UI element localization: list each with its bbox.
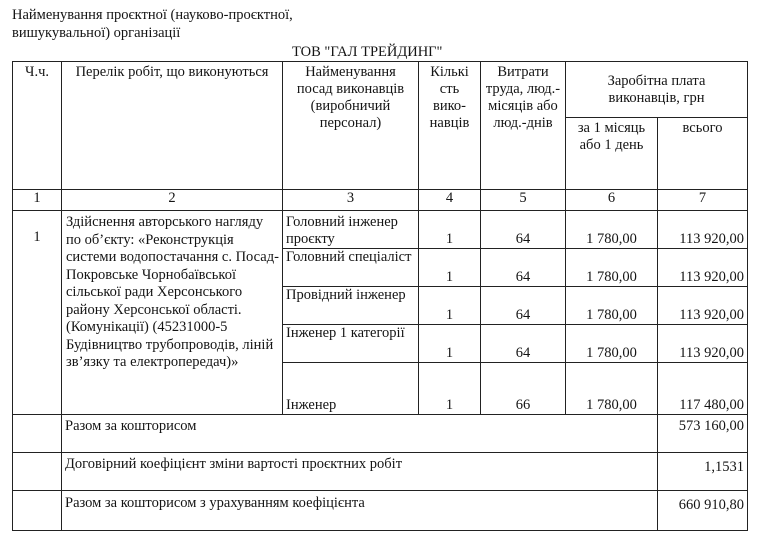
salary-rate: 1 780,00 bbox=[566, 325, 658, 363]
column-number: 5 bbox=[481, 190, 566, 211]
header-salary-rate: за 1 місяць або 1 день bbox=[566, 118, 658, 190]
header-work-list: Перелік робіт, що виконуються bbox=[62, 62, 283, 190]
total-value: 660 910,80 bbox=[658, 491, 748, 531]
salary-total: 113 920,00 bbox=[658, 325, 748, 363]
salary-rate: 1 780,00 bbox=[566, 211, 658, 249]
subtotal-label: Разом за кошторисом bbox=[62, 415, 658, 453]
coefficient-row bbox=[13, 453, 748, 491]
row-number: 1 bbox=[13, 211, 62, 415]
salary-total: 113 920,00 bbox=[658, 211, 748, 249]
executor-count: 1 bbox=[419, 287, 481, 325]
position-name: Головний інженер проєкту bbox=[283, 211, 419, 249]
header-labor-cost: Витрати труда, люд.-місяців або люд.-днів bbox=[481, 62, 566, 190]
column-number: 6 bbox=[566, 190, 658, 211]
executor-count: 1 bbox=[419, 249, 481, 287]
column-number-row bbox=[13, 190, 748, 211]
salary-total: 113 920,00 bbox=[658, 287, 748, 325]
executor-count: 1 bbox=[419, 325, 481, 363]
header-salary-total: всього bbox=[658, 118, 748, 190]
position-name: Інженер 1 категорії bbox=[283, 325, 419, 363]
labor-cost: 66 bbox=[481, 363, 566, 415]
column-number: 1 bbox=[13, 190, 62, 211]
position-name: Провідний інженер bbox=[283, 287, 419, 325]
table-row bbox=[13, 211, 748, 249]
column-number: 4 bbox=[419, 190, 481, 211]
header-salary: Заробітна плата виконавців, грн bbox=[566, 62, 748, 118]
salary-rate: 1 780,00 bbox=[566, 363, 658, 415]
salary-total: 113 920,00 bbox=[658, 249, 748, 287]
column-number: 3 bbox=[283, 190, 419, 211]
executor-count: 1 bbox=[419, 211, 481, 249]
labor-cost: 64 bbox=[481, 287, 566, 325]
header-item-number: Ч.ч. bbox=[13, 62, 62, 190]
empty-cell bbox=[13, 415, 62, 453]
labor-cost: 64 bbox=[481, 325, 566, 363]
header-row-top bbox=[13, 62, 748, 118]
subtotal-row bbox=[13, 415, 748, 453]
position-name: Інженер bbox=[283, 363, 419, 415]
labor-cost: 64 bbox=[481, 249, 566, 287]
empty-cell bbox=[13, 491, 62, 531]
organization-name: ТОВ "ГАЛ ТРЕЙДИНГ" bbox=[292, 44, 443, 60]
position-name: Головний спеціаліст bbox=[283, 249, 419, 287]
executor-count: 1 bbox=[419, 363, 481, 415]
header-executor-count: Кількі сть вико-навців bbox=[419, 62, 481, 190]
cost-estimate-table bbox=[12, 61, 748, 531]
header-positions: Найменування посад виконавців (виробничий персонал) bbox=[283, 62, 419, 190]
labor-cost: 64 bbox=[481, 211, 566, 249]
organization-label: Найменування проєктної (науково-проєктної, вишукувальної) організації bbox=[12, 7, 293, 41]
work-description: Здійснення авторського нагляду по об’єкту: «Реконструкція системи водопостачання с. Посад-Покровське Чорнобаївської сільської ради Херсонського району Херсонської області. (Комунікації) (45231000-5 Будівництво трубопроводів, ліній зв’язку та електропередач)» bbox=[62, 211, 283, 415]
coefficient-value: 1,1531 bbox=[658, 453, 748, 491]
coefficient-label: Договірний коефіцієнт зміни вартості проєктних робіт bbox=[62, 453, 658, 491]
salary-rate: 1 780,00 bbox=[566, 287, 658, 325]
salary-total: 117 480,00 bbox=[658, 363, 748, 415]
empty-cell bbox=[13, 453, 62, 491]
subtotal-value: 573 160,00 bbox=[658, 415, 748, 453]
column-number: 7 bbox=[658, 190, 748, 211]
total-row bbox=[13, 491, 748, 531]
salary-rate: 1 780,00 bbox=[566, 249, 658, 287]
column-number: 2 bbox=[62, 190, 283, 211]
total-label: Разом за кошторисом з урахуванням коефіцієнта bbox=[62, 491, 658, 531]
